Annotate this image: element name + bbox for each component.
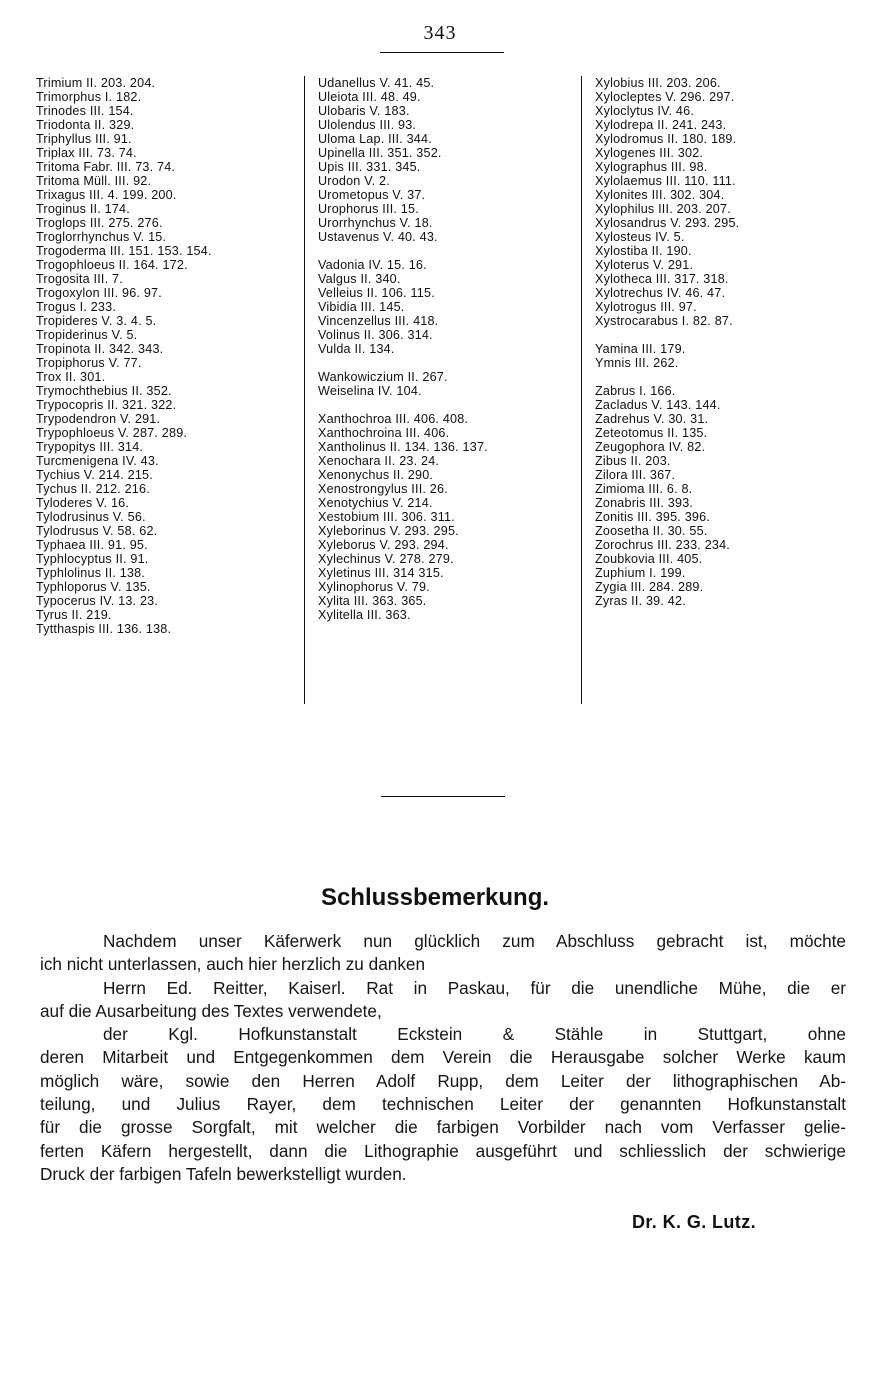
paragraph-line: teilung, und Julius Rayer, dem technischen Leiter der genannten Hofkunstanstalt	[40, 1094, 846, 1115]
paragraph-line: Nachdem unser Käferwerk nun glücklich zum Abschluss gebracht ist, möchte	[103, 931, 846, 951]
index-entry: Xylostiba II. 190.	[595, 244, 692, 258]
index-entry: Xanthochroa III. 406. 408.	[318, 412, 469, 426]
index-entry: Xylita III. 363. 365.	[318, 594, 427, 608]
page-number: 343	[423, 22, 457, 44]
index-entry: Trypophloeus V. 287. 289.	[36, 426, 188, 440]
index-entry: Xenotychius V. 214.	[318, 496, 433, 510]
index-entry: Zadrehus V. 30. 31.	[595, 412, 709, 426]
index-entry: Xylonites III. 302. 304.	[595, 188, 725, 202]
index-entry: Vulda II. 134.	[318, 342, 395, 356]
index-entry: Xylographus III. 98.	[595, 160, 708, 174]
paragraph-line: ich nicht unterlassen, auch hier herzlich zu danken	[40, 954, 426, 975]
column-divider	[304, 76, 305, 704]
index-entry: Tychus II. 212. 216.	[36, 482, 150, 496]
index-entry: Xenochara II. 23. 24.	[318, 454, 440, 468]
section-title: Schlussbemerkung.	[320, 884, 550, 911]
index-column-2	[318, 76, 580, 622]
index-entry: Urophorus III. 15.	[318, 202, 419, 216]
index-entry: Xenostrongylus III. 26.	[318, 482, 448, 496]
index-entry: Triodonta II. 329.	[36, 118, 135, 132]
index-entry: Zoubkovia III. 405.	[595, 552, 703, 566]
index-entry: Valgus II. 340.	[318, 272, 401, 286]
index-entry: Xylechinus V. 278. 279.	[318, 552, 454, 566]
index-entry: Xylobius III. 203. 206.	[595, 76, 721, 90]
index-entry: Trogus I. 233.	[36, 300, 117, 314]
index-entry: Trogoxylon III. 96. 97.	[36, 286, 162, 300]
index-entry: Trimium II. 203. 204.	[36, 76, 156, 90]
index-entry: Ulolendus III. 93.	[318, 118, 417, 132]
index-entry: Trypodendron V. 291.	[36, 412, 161, 426]
paragraph-line: Herrn Ed. Reitter, Kaiserl. Rat in Paskau, für die unendliche Mühe, die er	[103, 977, 846, 998]
index-entry: Zacladus V. 143. 144.	[595, 398, 721, 412]
index-entry: Xylogenes III. 302.	[595, 146, 704, 160]
index-entry: Trogosita III. 7.	[36, 272, 123, 286]
index-entry: Volinus II. 306. 314.	[318, 328, 433, 342]
index-entry: Typhlocyptus II. 91.	[36, 552, 149, 566]
index-entry: Troglorrhynchus V. 15.	[36, 230, 167, 244]
index-entry: Trogophloeus II. 164. 172.	[36, 258, 188, 272]
index-entry: Zimioma III. 6. 8.	[595, 482, 693, 496]
index-entry: Urometopus V. 37.	[318, 188, 426, 202]
paragraph-line: ferten Käfern hergestellt, dann die Lithographie ausgeführt und schliesslich der schwierige	[40, 1140, 846, 1161]
index-entry: Xylodromus II. 180. 189.	[595, 132, 737, 146]
index-entry: Xanthochroina III. 406.	[318, 426, 450, 440]
index-entry: Typhlolinus II. 138.	[36, 566, 146, 580]
index-entry: Xyletinus III. 314 315.	[318, 566, 444, 580]
index-entry: Xyleborinus V. 293. 295.	[318, 524, 459, 538]
index-entry: Vibidia III. 145.	[318, 300, 405, 314]
index-entry: Typocerus IV. 13. 23.	[36, 594, 159, 608]
index-entry: Tylodrusus V. 58. 62.	[36, 524, 158, 538]
index-entry: Zygia III. 284. 289.	[595, 580, 704, 594]
index-entry: Ulobaris V. 183.	[318, 104, 410, 118]
index-entry: Xylinophorus V. 79.	[318, 580, 430, 594]
index-entry: Turcmenigena IV. 43.	[36, 454, 159, 468]
index-entry: Trypocopris II. 321. 322.	[36, 398, 177, 412]
index-entry: Triphyllus III. 91.	[36, 132, 132, 146]
paragraph-line: möglich wäre, sowie den Herren Adolf Rupp, dem Leiter der lithographischen Ab-	[40, 1070, 846, 1091]
index-column-3	[595, 76, 855, 608]
closing-paragraph	[40, 930, 846, 1186]
index-entry: Ustavenus V. 40. 43.	[318, 230, 438, 244]
index-entry: Tritoma Müll. III. 92.	[36, 174, 152, 188]
index-entry: Tylodrusinus V. 56.	[36, 510, 146, 524]
index-entry: Tyrus II. 219.	[36, 608, 112, 622]
index-entry: Zabrus I. 166.	[595, 384, 676, 398]
index-entry: Upis III. 331. 345.	[318, 160, 421, 174]
index-entry: Zilora III. 367.	[595, 468, 676, 482]
paragraph-line: auf die Ausarbeitung des Textes verwendete,	[40, 1000, 382, 1021]
paragraph-line: Druck der farbigen Tafeln bewerkstelligt wurden.	[40, 1163, 407, 1184]
index-entry: Trymochthebius II. 352.	[36, 384, 172, 398]
index-entry: Zibus II. 203.	[595, 454, 671, 468]
index-entry: Velleius II. 106. 115.	[318, 286, 435, 300]
index-entry: Tropinota II. 342. 343.	[36, 342, 164, 356]
index-entry: Triplax III. 73. 74.	[36, 146, 137, 160]
index-entry: Trinodes III. 154.	[36, 104, 134, 118]
index-entry: Urodon V. 2.	[318, 174, 390, 188]
index-entry: Xyloterus V. 291.	[595, 258, 694, 272]
index-entry: Typhaea III. 91. 95.	[36, 538, 148, 552]
index-entry: Xylitella III. 363.	[318, 608, 411, 622]
index-entry: Xylosandrus V. 293. 295.	[595, 216, 740, 230]
index-entry: Xystrocarabus I. 82. 87.	[595, 314, 733, 328]
index-entry: Xyleborus V. 293. 294.	[318, 538, 449, 552]
index-entry: Xylolaemus III. 110. 111.	[595, 174, 736, 188]
index-entry: Troglops III. 275. 276.	[36, 216, 163, 230]
index-entry: Tychius V. 214. 215.	[36, 468, 153, 482]
index-entry: Xyloclytus IV. 46.	[595, 104, 695, 118]
index-entry: Troginus II. 174.	[36, 202, 130, 216]
paragraph-line: für die grosse Sorgfalt, mit welcher die farbigen Vorbilder nach vom Verfasser gelie-	[40, 1117, 846, 1138]
section-divider	[381, 796, 505, 797]
index-entry: Vincenzellus III. 418.	[318, 314, 439, 328]
paragraph-line: der Kgl. Hofkunstanstalt Eckstein & Stähle in Stuttgart, ohne	[103, 1024, 846, 1045]
index-entry: Vadonia IV. 15. 16.	[318, 258, 427, 272]
header-rule	[380, 52, 504, 53]
index-entry: Weiselina IV. 104.	[318, 384, 422, 398]
index-entry: Trimorphus I. 182.	[36, 90, 142, 104]
index-entry: Xenonychus II. 290.	[318, 468, 434, 482]
index-entry: Tritoma Fabr. III. 73. 74.	[36, 160, 176, 174]
index-entry: Zonitis III. 395. 396.	[595, 510, 711, 524]
index-entry: Xylotrogus III. 97.	[595, 300, 697, 314]
index-entry: Zeteotomus II. 135.	[595, 426, 708, 440]
index-entry: Tropiderinus V. 5.	[36, 328, 138, 342]
index-entry: Xylophilus III. 203. 207.	[595, 202, 731, 216]
index-entry: Uloma Lap. III. 344.	[318, 132, 432, 146]
index-entry: Xylotheca III. 317. 318.	[595, 272, 729, 286]
index-column-1	[36, 76, 298, 636]
index-entry: Upinella III. 351. 352.	[318, 146, 442, 160]
index-entry: Xylotrechus IV. 46. 47.	[595, 286, 726, 300]
index-entry: Urorrhynchus V. 18.	[318, 216, 433, 230]
index-entry: Wankowiczium II. 267.	[318, 370, 448, 384]
paragraph-line: deren Mitarbeit und Entgegenkommen dem Verein die Herausgabe solcher Werke kaum	[40, 1047, 846, 1068]
index-entry: Tyloderes V. 16.	[36, 496, 130, 510]
index-entry: Xestobium III. 306. 311.	[318, 510, 455, 524]
index-entry: Tropiphorus V. 77.	[36, 356, 142, 370]
index-entry: Zuphium I. 199.	[595, 566, 686, 580]
index-entry: Typhloporus V. 135.	[36, 580, 151, 594]
column-divider	[581, 76, 582, 704]
index-entry: Zoosetha II. 30. 55.	[595, 524, 708, 538]
index-entry: Xylodrepa II. 241. 243.	[595, 118, 727, 132]
index-entry: Zonabris III. 393.	[595, 496, 694, 510]
index-entry: Xylosteus IV. 5.	[595, 230, 685, 244]
index-entry: Trypopitys III. 314.	[36, 440, 144, 454]
index-entry: Xantholinus II. 134. 136. 137.	[318, 440, 488, 454]
index-entry: Xylocleptes V. 296. 297.	[595, 90, 735, 104]
index-entry: Trogoderma III. 151. 153. 154.	[36, 244, 212, 258]
index-entry: Trixagus III. 4. 199. 200.	[36, 188, 177, 202]
index-entry: Zyras II. 39. 42.	[595, 594, 686, 608]
author-signature: Dr. K. G. Lutz.	[632, 1212, 757, 1232]
index-entry: Udanellus V. 41. 45.	[318, 76, 435, 90]
index-entry: Ymnis III. 262.	[595, 356, 679, 370]
index-entry: Zeugophora IV. 82.	[595, 440, 706, 454]
index-entry: Uleiota III. 48. 49.	[318, 90, 421, 104]
index-entry: Trox II. 301.	[36, 370, 106, 384]
index-entry: Zorochrus III. 233. 234.	[595, 538, 731, 552]
index-entry: Tytthaspis III. 136. 138.	[36, 622, 172, 636]
index-entry: Tropideres V. 3. 4. 5.	[36, 314, 157, 328]
index-entry: Yamina III. 179.	[595, 342, 686, 356]
